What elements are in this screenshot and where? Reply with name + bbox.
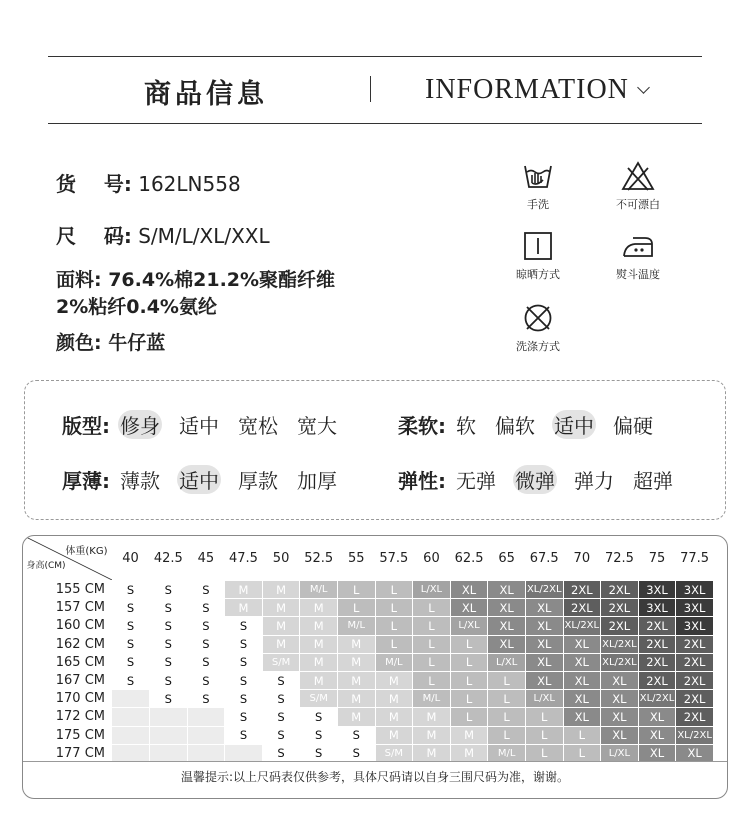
size-cell: S: [337, 726, 375, 744]
size-cell: S: [337, 744, 375, 762]
size-cell: [150, 708, 188, 726]
size-cell: M: [337, 635, 375, 653]
size-cell: M/L: [337, 617, 375, 635]
size-cell: 2XL: [676, 690, 714, 708]
size-cell: L: [375, 599, 413, 617]
attr-option: 薄款: [120, 469, 160, 493]
item-number-value: 162LN558: [138, 172, 241, 196]
size-cell: XL: [525, 617, 563, 635]
weight-header: 50: [272, 550, 290, 566]
size-cell: 3XL: [638, 599, 676, 617]
attr-option: 宽松: [238, 414, 278, 438]
table-row: [24, 653, 714, 671]
height-header: 177 CM: [55, 745, 105, 761]
size-cell: L: [337, 599, 375, 617]
size-cell: [187, 726, 225, 744]
weight-header: 70: [573, 550, 591, 566]
size-cell: [150, 726, 188, 744]
weight-header: 47.5: [229, 550, 258, 566]
weight-header: 52.5: [304, 550, 334, 566]
attributes-panel: [24, 380, 726, 520]
size-cell: M: [337, 653, 375, 671]
size-cell: S: [112, 599, 150, 617]
attr-option: 偏硬: [613, 414, 653, 438]
height-header: 170 CM: [55, 691, 105, 707]
attr-option: 弹力: [574, 469, 614, 493]
size-chart: [22, 535, 728, 799]
size-cell: XL: [601, 726, 639, 744]
weight-header: 77.5: [680, 550, 710, 566]
size-cell: [187, 744, 225, 762]
size-cell: M: [300, 599, 338, 617]
size-cell: L: [450, 690, 488, 708]
size-cell: S: [300, 726, 338, 744]
table-row: [24, 581, 714, 599]
size-cell: XL: [525, 653, 563, 671]
size-cell: L: [450, 635, 488, 653]
size-cell: XL: [601, 690, 639, 708]
size-cell: S: [187, 671, 225, 689]
size-cell: XL: [488, 635, 526, 653]
no-bleach-icon: [621, 160, 655, 192]
care-iron: [598, 230, 678, 282]
care-no-bleach-label: 不可漂白: [616, 198, 660, 211]
size-cell: XL: [638, 726, 676, 744]
attr-elasticity: [398, 465, 690, 494]
weight-header: 42.5: [153, 550, 183, 566]
height-header: 157 CM: [55, 600, 105, 616]
attr-option: 软: [456, 414, 476, 438]
size-cell: 2XL: [563, 581, 601, 599]
size-cell: 2XL: [601, 599, 639, 617]
size-cell: M: [413, 744, 451, 762]
size-cell: XL/2XL: [525, 581, 563, 599]
size-cell: S: [150, 617, 188, 635]
size-cell: M: [225, 581, 263, 599]
size-cell: M: [337, 671, 375, 689]
size-cell: L: [488, 708, 526, 726]
attr-option-selected: 适中: [552, 410, 596, 439]
attr-option: 偏软: [495, 414, 535, 438]
care-hand-wash-label: 手洗: [527, 198, 549, 211]
size-cell: M: [413, 726, 451, 744]
height-header: 167 CM: [55, 673, 105, 689]
attr-thickness: [62, 465, 354, 494]
size-cell: M: [300, 653, 338, 671]
size-cell: XL/2XL: [601, 653, 639, 671]
color-label: 颜色:: [56, 332, 102, 354]
hand-wash-icon: [522, 160, 554, 192]
height-header: 175 CM: [55, 727, 105, 743]
note-divider: [23, 761, 727, 762]
size-cell: XL: [676, 744, 714, 762]
size-cell: S: [225, 708, 263, 726]
height-header: 165 CM: [55, 654, 105, 670]
weight-header: 60: [423, 550, 440, 566]
attr-option-selected: 适中: [177, 465, 221, 494]
size-cell: 2XL: [563, 599, 601, 617]
size-cell: 3XL: [676, 599, 714, 617]
size-cell: S: [150, 671, 188, 689]
size-cell: 2XL: [676, 653, 714, 671]
size-cell: XL/2XL: [638, 690, 676, 708]
corner-height-label: 身高(CM): [26, 561, 66, 571]
size-cell: S: [225, 653, 263, 671]
page-title-en[interactable]: [425, 74, 648, 106]
size-cell: XL: [638, 708, 676, 726]
size-cell: S: [262, 726, 300, 744]
corner-weight-label: 体重(KG): [65, 546, 108, 557]
size-cell: 2XL: [676, 671, 714, 689]
size-cell: S: [225, 690, 263, 708]
size-cell: M: [375, 671, 413, 689]
care-hand-wash: [498, 160, 578, 212]
attr-label: 版型:: [62, 414, 110, 438]
size-cell: L: [488, 690, 526, 708]
size-cell: 2XL: [676, 708, 714, 726]
size-cell: 3XL: [676, 581, 714, 599]
attr-option: 加厚: [297, 469, 337, 493]
size-table: [23, 536, 714, 763]
size-cell: 2XL: [638, 653, 676, 671]
size-cell: S: [225, 726, 263, 744]
size-cell: S: [112, 617, 150, 635]
size-cell: S: [187, 653, 225, 671]
color-spec: [56, 328, 165, 355]
item-number: [56, 168, 241, 197]
size-cell: L: [375, 581, 413, 599]
size-cell: S: [112, 581, 150, 599]
size-cell: L: [450, 708, 488, 726]
weight-header: 57.5: [379, 550, 409, 566]
attr-label: 厚薄:: [62, 469, 110, 493]
weight-header-row: [24, 536, 714, 581]
size-cell: 2XL: [638, 635, 676, 653]
size-cell: M/L: [375, 653, 413, 671]
top-divider: [48, 56, 702, 57]
size-cell: XL: [601, 671, 639, 689]
size-cell: XL: [488, 599, 526, 617]
attr-option-selected: 修身: [118, 410, 162, 439]
height-header: 155 CM: [55, 582, 105, 598]
size-cell: L: [563, 726, 601, 744]
size-cell: S: [262, 744, 300, 762]
size-cell: XL: [638, 744, 676, 762]
size-cell: XL: [563, 708, 601, 726]
care-iron-label: 熨斗温度: [616, 268, 660, 281]
size-cell: S: [300, 708, 338, 726]
color-value: 牛仔蓝: [108, 332, 166, 354]
size-cell: L: [525, 744, 563, 762]
table-row: [24, 599, 714, 617]
attr-option: 厚款: [238, 469, 278, 493]
table-row: [24, 726, 714, 744]
size-label: 尺 码:: [56, 224, 132, 248]
size-cell: S: [300, 744, 338, 762]
size-cell: L/XL: [601, 744, 639, 762]
size-cell: S: [187, 599, 225, 617]
size-spec: [56, 220, 270, 249]
size-cell: L: [413, 671, 451, 689]
size-table-body: [24, 581, 714, 763]
size-cell: S/M: [300, 690, 338, 708]
size-cell: [112, 744, 150, 762]
size-cell: L: [375, 635, 413, 653]
size-cell: [112, 726, 150, 744]
size-cell: S: [187, 581, 225, 599]
size-cell: M: [300, 635, 338, 653]
size-note: 温馨提示:以上尺码表仅供参考，具体尺码请以自身三围尺码为准，谢谢。: [180, 770, 570, 784]
height-header: 172 CM: [55, 709, 105, 725]
attr-label: 弹性:: [398, 469, 446, 493]
care-no-dry-clean-label: 洗涤方式: [516, 340, 560, 353]
size-cell: M: [262, 581, 300, 599]
size-cell: 2XL: [638, 671, 676, 689]
size-cell: 3XL: [638, 581, 676, 599]
size-cell: S: [112, 635, 150, 653]
size-cell: XL: [525, 671, 563, 689]
size-cell: XL: [488, 617, 526, 635]
attr-option: 适中: [179, 414, 219, 438]
size-cell: 2XL: [601, 617, 639, 635]
size-cell: M: [450, 744, 488, 762]
care-no-bleach: [598, 160, 678, 212]
size-cell: M: [300, 671, 338, 689]
fabric-line-1: 面料: 76.4%棉21.2%聚酯纤维: [56, 269, 336, 291]
item-number-label: 货 号:: [56, 172, 132, 196]
height-header: 160 CM: [55, 618, 105, 634]
attr-fit: [62, 410, 354, 439]
size-cell: M: [375, 726, 413, 744]
size-cell: [225, 744, 263, 762]
size-cell: [150, 744, 188, 762]
size-cell: 2XL: [676, 635, 714, 653]
size-cell: S: [262, 671, 300, 689]
size-cell: S: [225, 671, 263, 689]
weight-header: 45: [197, 550, 215, 566]
weight-header: 40: [122, 550, 139, 566]
weight-header: 72.5: [604, 550, 634, 566]
size-cell: XL/2XL: [676, 726, 714, 744]
size-cell: L: [488, 726, 526, 744]
size-cell: L: [563, 744, 601, 762]
size-cell: L: [413, 635, 451, 653]
size-cell: XL: [525, 635, 563, 653]
size-cell: L: [337, 581, 375, 599]
size-cell: M/L: [413, 690, 451, 708]
weight-header: 62.5: [454, 550, 484, 566]
size-cell: XL: [563, 671, 601, 689]
size-cell: S/M: [262, 653, 300, 671]
table-row: [24, 635, 714, 653]
table-row: [24, 617, 714, 635]
size-cell: L: [413, 617, 451, 635]
height-header: 162 CM: [55, 636, 105, 652]
page-title-en-text: INFORMATION: [425, 74, 629, 105]
size-cell: L: [413, 599, 451, 617]
size-cell: S: [187, 635, 225, 653]
table-row: [24, 744, 714, 762]
size-cell: S: [150, 599, 188, 617]
weight-header: 75: [648, 550, 666, 566]
size-cell: S/M: [375, 744, 413, 762]
size-cell: XL: [488, 581, 526, 599]
attr-softness: [398, 410, 670, 439]
size-cell: XL: [563, 653, 601, 671]
size-cell: M: [262, 599, 300, 617]
size-cell: M: [413, 708, 451, 726]
size-cell: S: [187, 617, 225, 635]
size-cell: L: [488, 671, 526, 689]
dry-hang-icon: [522, 230, 554, 262]
size-cell: M: [225, 599, 263, 617]
size-cell: XL: [563, 635, 601, 653]
size-cell: S: [150, 690, 188, 708]
size-cell: XL/2XL: [601, 635, 639, 653]
table-row: [24, 690, 714, 708]
no-dry-clean-icon: [522, 302, 554, 334]
size-cell: XL: [450, 581, 488, 599]
attr-option: 宽大: [297, 414, 337, 438]
size-cell: L: [450, 653, 488, 671]
size-cell: [187, 708, 225, 726]
size-cell: M: [337, 690, 375, 708]
size-cell: [112, 690, 150, 708]
size-cell: S: [112, 653, 150, 671]
size-cell: 2XL: [601, 581, 639, 599]
size-cell: [112, 708, 150, 726]
size-cell: L: [525, 726, 563, 744]
size-cell: S: [262, 690, 300, 708]
size-cell: L: [413, 653, 451, 671]
header-bottom-divider: [48, 123, 702, 124]
care-no-dry-clean: [498, 302, 578, 354]
iron-icon: [621, 230, 655, 262]
size-cell: S: [225, 635, 263, 653]
size-cell: M/L: [300, 581, 338, 599]
size-cell: L: [375, 617, 413, 635]
size-cell: 2XL: [638, 617, 676, 635]
size-cell: S: [150, 653, 188, 671]
care-dry-hang-label: 晾晒方式: [516, 268, 560, 281]
attr-option-selected: 微弹: [513, 465, 557, 494]
weight-header: 65: [498, 550, 515, 566]
size-cell: M/L: [488, 744, 526, 762]
size-cell: S: [150, 581, 188, 599]
chevron-down-icon: [637, 81, 650, 94]
size-cell: XL: [525, 599, 563, 617]
size-cell: L/XL: [450, 617, 488, 635]
size-cell: S: [225, 617, 263, 635]
attr-label: 柔软:: [398, 414, 446, 438]
size-cell: XL/2XL: [563, 617, 601, 635]
table-row: [24, 708, 714, 726]
size-cell: M: [262, 617, 300, 635]
size-cell: M: [375, 708, 413, 726]
size-cell: M: [262, 635, 300, 653]
size-cell: S: [112, 671, 150, 689]
title-separator: [370, 76, 371, 102]
size-cell: M: [375, 690, 413, 708]
page-title-cn: 商品信息: [144, 79, 268, 110]
size-cell: S: [187, 690, 225, 708]
size-value: S/M/L/XL/XXL: [138, 224, 270, 248]
size-cell: S: [262, 708, 300, 726]
weight-header: 55: [347, 550, 365, 566]
size-cell: L/XL: [488, 653, 526, 671]
size-cell: XL: [450, 599, 488, 617]
weight-header: 67.5: [529, 550, 559, 566]
attr-option: 无弹: [456, 469, 496, 493]
size-cell: 3XL: [676, 617, 714, 635]
attr-option: 超弹: [633, 469, 673, 493]
size-cell: XL: [601, 708, 639, 726]
size-cell: M: [337, 708, 375, 726]
size-cell: L: [450, 671, 488, 689]
size-cell: XL: [563, 690, 601, 708]
size-cell: M: [300, 617, 338, 635]
size-cell: L/XL: [413, 581, 451, 599]
fabric-line-2: 2%粘纤0.4%氨纶: [56, 296, 217, 318]
table-row: [24, 671, 714, 689]
size-cell: L: [525, 708, 563, 726]
size-cell: L/XL: [525, 690, 563, 708]
table-corner: [24, 536, 112, 581]
size-cell: M: [450, 726, 488, 744]
care-dry-hang: [498, 230, 578, 282]
size-cell: S: [150, 635, 188, 653]
